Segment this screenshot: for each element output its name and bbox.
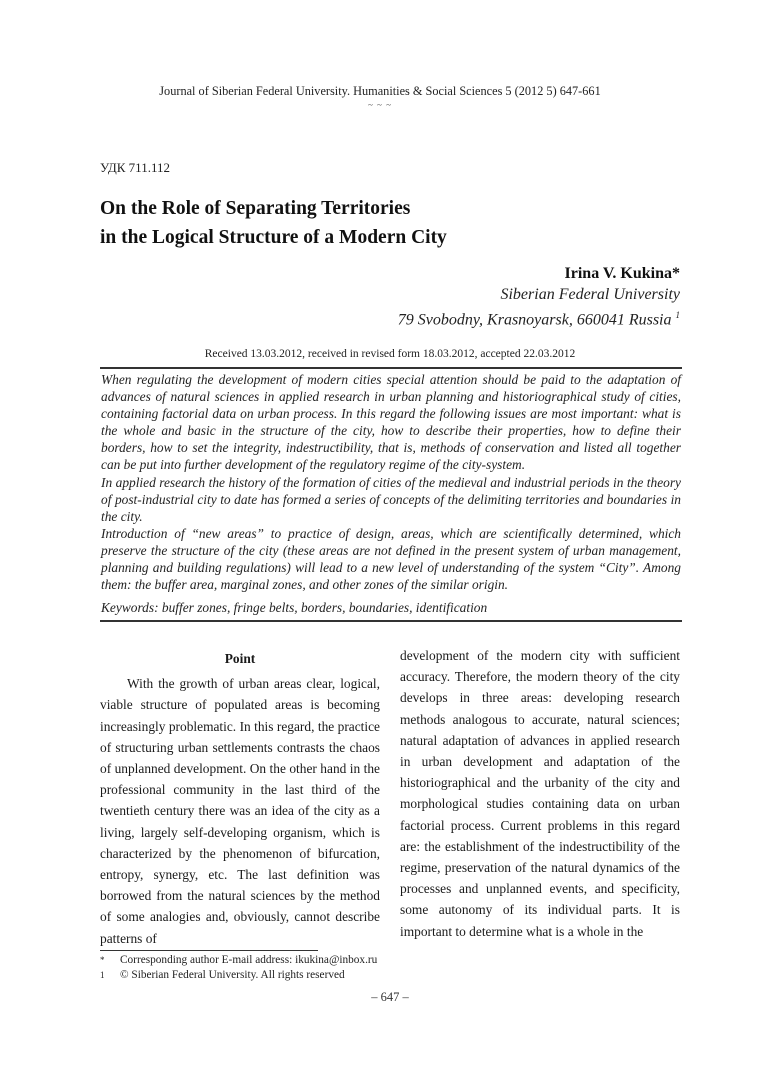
author-affiliation: Siberian Federal University: [500, 286, 680, 303]
footnote-text: Corresponding author E-mail address: ikukina@inbox.ru: [120, 954, 378, 966]
section-heading: Point: [224, 651, 256, 666]
abstract-top-rule: [100, 367, 682, 369]
article-title: [100, 194, 447, 252]
abstract-bottom-rule: [100, 620, 682, 622]
body-paragraph: With the growth of urban areas clear, logical, viable structure of populated areas is becoming increasingly problematic. In this regard, the practice of structuring urban settlements contrasts the chaos of unplanned development. On the other hand in the professional community in the last third of the twentieth century there was an idea of the city as a living, largely self-developing organism, which is characterized by the phenomenon of bifurcation, entropy, synergy, etc. The last definition was borrowed from the natural sciences by the method of some analogies and, obviously, cannot describe patterns of: [100, 676, 380, 946]
footnote: [100, 968, 377, 983]
footnote-text: © Siberian Federal University. All rights reserved: [120, 968, 345, 981]
journal-header: Journal of Siberian Federal University. Humanities & Social Sciences 5 (2012 5) 647-661: [159, 84, 601, 98]
abstract-paragraph: Introduction of “new areas” to practice of design, areas, which are scientifically determined, which preserve the structure of the city (these areas are not defined in the present system of urban management, planning and building regulations) will lead to a new level of understanding of the system “City”. Among them: the buffer area, marginal zones, and other zones of the similar origin.: [101, 525, 681, 593]
header-ornament: ~ ~ ~: [367, 100, 393, 110]
abstract-paragraph: In applied research the history of the formation of cities of the medieval and industrial periods in the theory of post-industrial city to date has formed a series of concepts of the delimiting territories and boundaries in the city.: [101, 474, 681, 524]
author-block: [398, 263, 680, 330]
footnote-rule: [100, 950, 318, 951]
udk-code: УДК 711.112: [100, 160, 170, 175]
abstract: [101, 371, 681, 593]
footnote-mark: *: [100, 955, 105, 965]
body-column-right: [400, 645, 680, 942]
author-address: [398, 305, 680, 330]
body-column-left: [100, 648, 380, 949]
title-line-2: in the Logical Structure of a Modern City: [100, 227, 447, 248]
author-name: Irina V. Kukina*: [564, 265, 680, 282]
address-text: 79 Svobodny, Krasnoyarsk, 660041 Russia: [397, 311, 672, 329]
footnotes: [100, 953, 377, 982]
footnote-mark: 1: [100, 969, 105, 980]
body-paragraph: development of the modern city with sufficient accuracy. Therefore, the modern theory of the city develops in three areas: developing research methods analogous to accurate, natural sciences; natural adaptation of advances in applied research in urban development and adaptation of the historiographical and the urbanity of the city and morphological studies containing data on urban factorial process. Current problems in this regard are: the establishment of the indestructibility of the regime, preservation of the natural dynamics of the processes and unplanned events, and specificity, some autonomy of its individual parts. It is important to determine what is a whole in the: [400, 648, 680, 939]
title-line-1: On the Role of Separating Territories: [100, 198, 411, 219]
keywords: Keywords: buffer zones, fringe belts, borders, boundaries, identification: [101, 600, 488, 615]
received-dates: Received 13.03.2012, received in revised form 18.03.2012, accepted 22.03.2012: [204, 348, 576, 360]
page-number: – 647 –: [371, 990, 409, 1004]
address-footnote-mark: 1: [675, 310, 680, 320]
abstract-paragraph: When regulating the development of modern cities special attention should be paid to the adaptation of advances of natural sciences in applied research in urban planning and historiographical study of cities, containing factorial data on urban process. In this regard the following issues are most important: what is the whole and basic in the structure of the city, how to describe their properties, how to define their borders, how to set the integrity, indestructibility, that is, methods of conservation and listed all together can be put into further development of the regulatory regime of the city-system.: [101, 372, 681, 473]
footnote: [100, 953, 377, 968]
